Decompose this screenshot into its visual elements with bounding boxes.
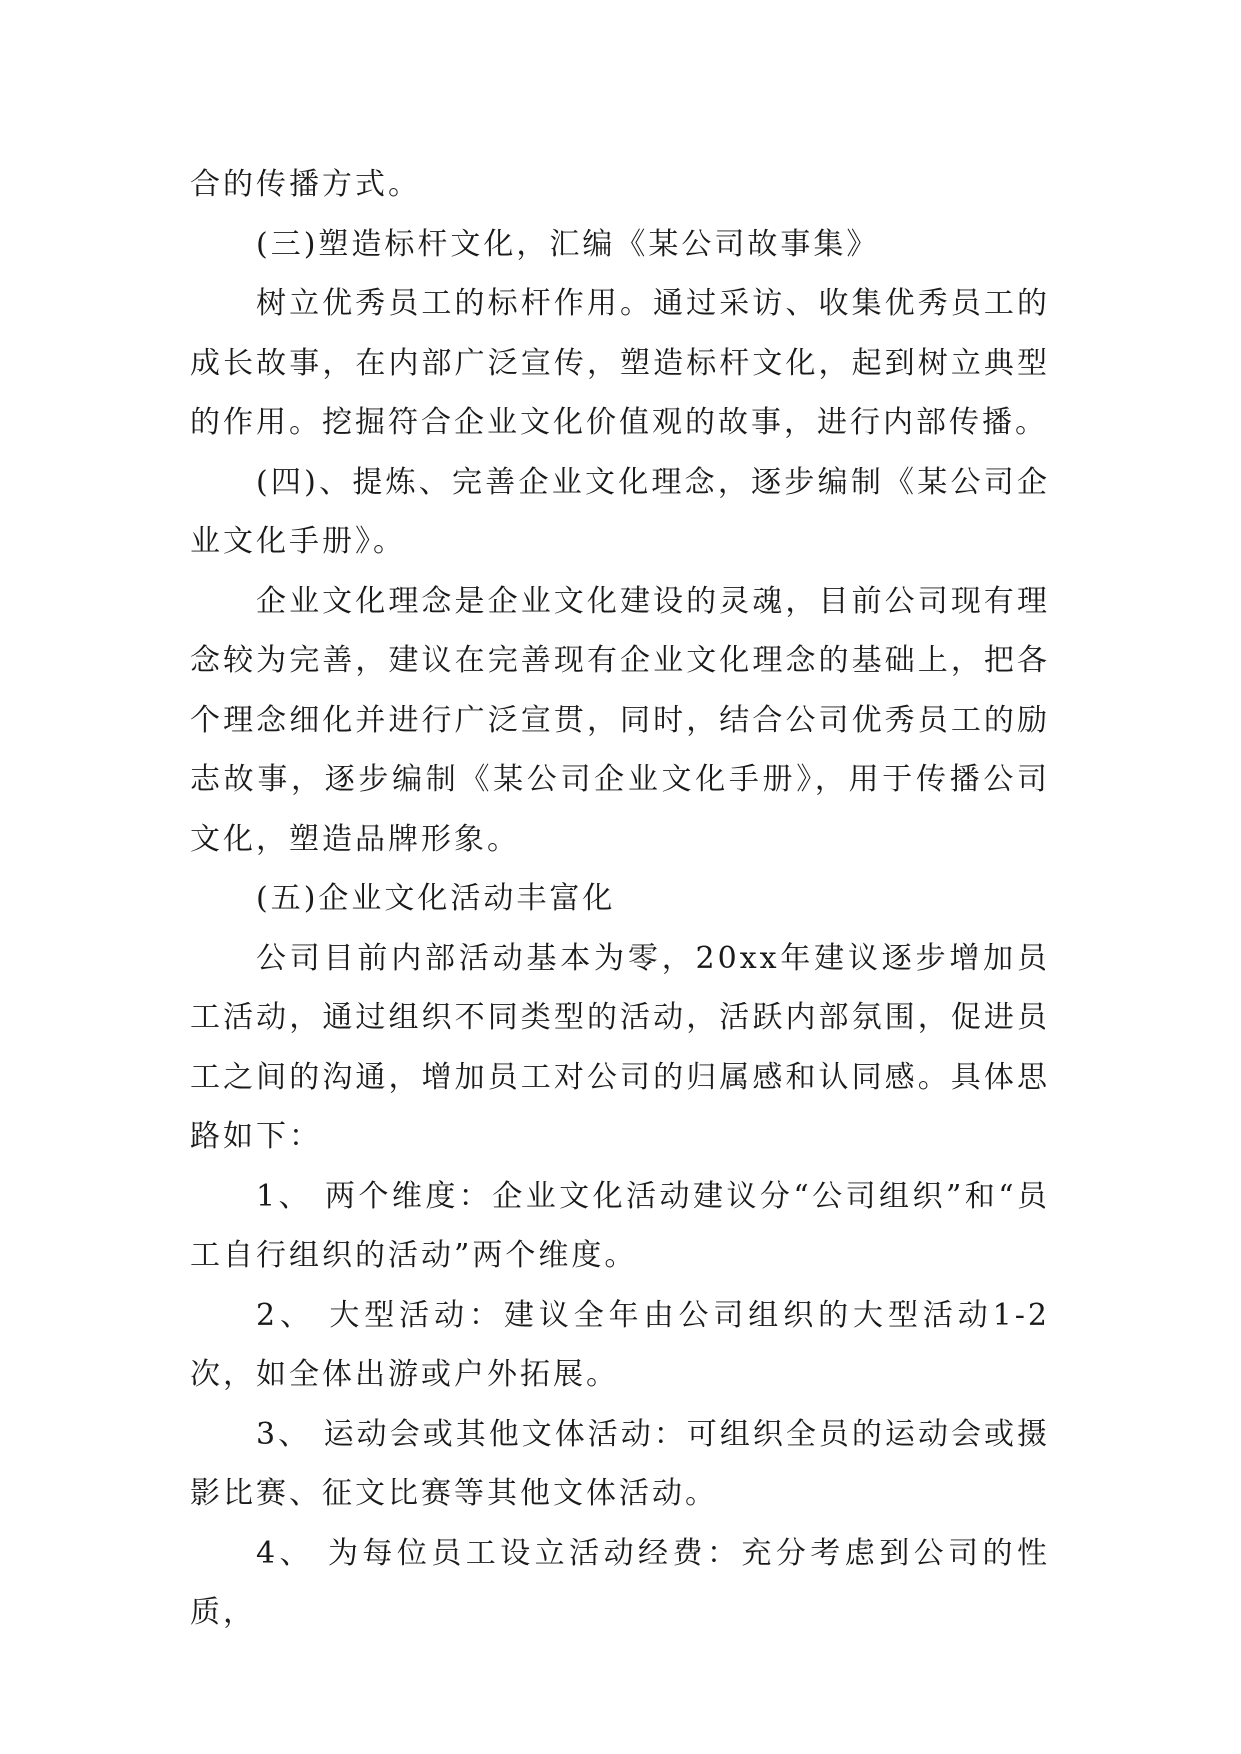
list-item-2: 2、 大型活动：建议全年由公司组织的大型活动1-2次，如全体出游或户外拓展。 [190, 1297, 1050, 1392]
list-item-1: 1、 两个维度：企业文化活动建议分“公司组织”和“员工自行组织的活动”两个维度。 [190, 1178, 1050, 1273]
paragraph-continuation: 合的传播方式。 [190, 167, 421, 202]
paragraph-benchmark-culture: 树立优秀员工的标杆作用。通过采访、收集优秀员工的成长故事，在内部广泛宣传，塑造标杆文化，起到树立典型的作用。挖掘符合企业文化价值观的故事，进行内部传播。 [190, 286, 1050, 440]
paragraph-culture-concept: 企业文化理念是企业文化建设的灵魂，目前公司现有理念较为完善，建议在完善现有企业文化理念的基础上，把各个理念细化并进行广泛宣贯，同时，结合公司优秀员工的励志故事，逐步编制《某公司企业文化手册》，用于传播公司文化，塑造品牌形象。 [190, 583, 1050, 857]
document-body [190, 155, 1050, 1643]
section-heading-3: (三)塑造标杆文化，汇编《某公司故事集》 [256, 226, 880, 262]
paragraph-activities-intro: 公司目前内部活动基本为零，20xx年建议逐步增加员工活动，通过组织不同类型的活动，活跃内部氛围，促进员工之间的沟通，增加员工对公司的归属感和认同感。具体思路如下： [190, 940, 1050, 1154]
section-heading-5: (五)企业文化活动丰富化 [256, 881, 616, 916]
list-item-4: 4、 为每位员工设立活动经费：充分考虑到公司的性质， [190, 1535, 1050, 1630]
section-heading-4: (四)、提炼、完善企业文化理念，逐步编制《某公司企业文化手册》。 [190, 464, 1050, 559]
list-item-3: 3、 运动会或其他文体活动：可组织全员的运动会或摄影比赛、征文比赛等其他文体活动。 [190, 1416, 1050, 1511]
